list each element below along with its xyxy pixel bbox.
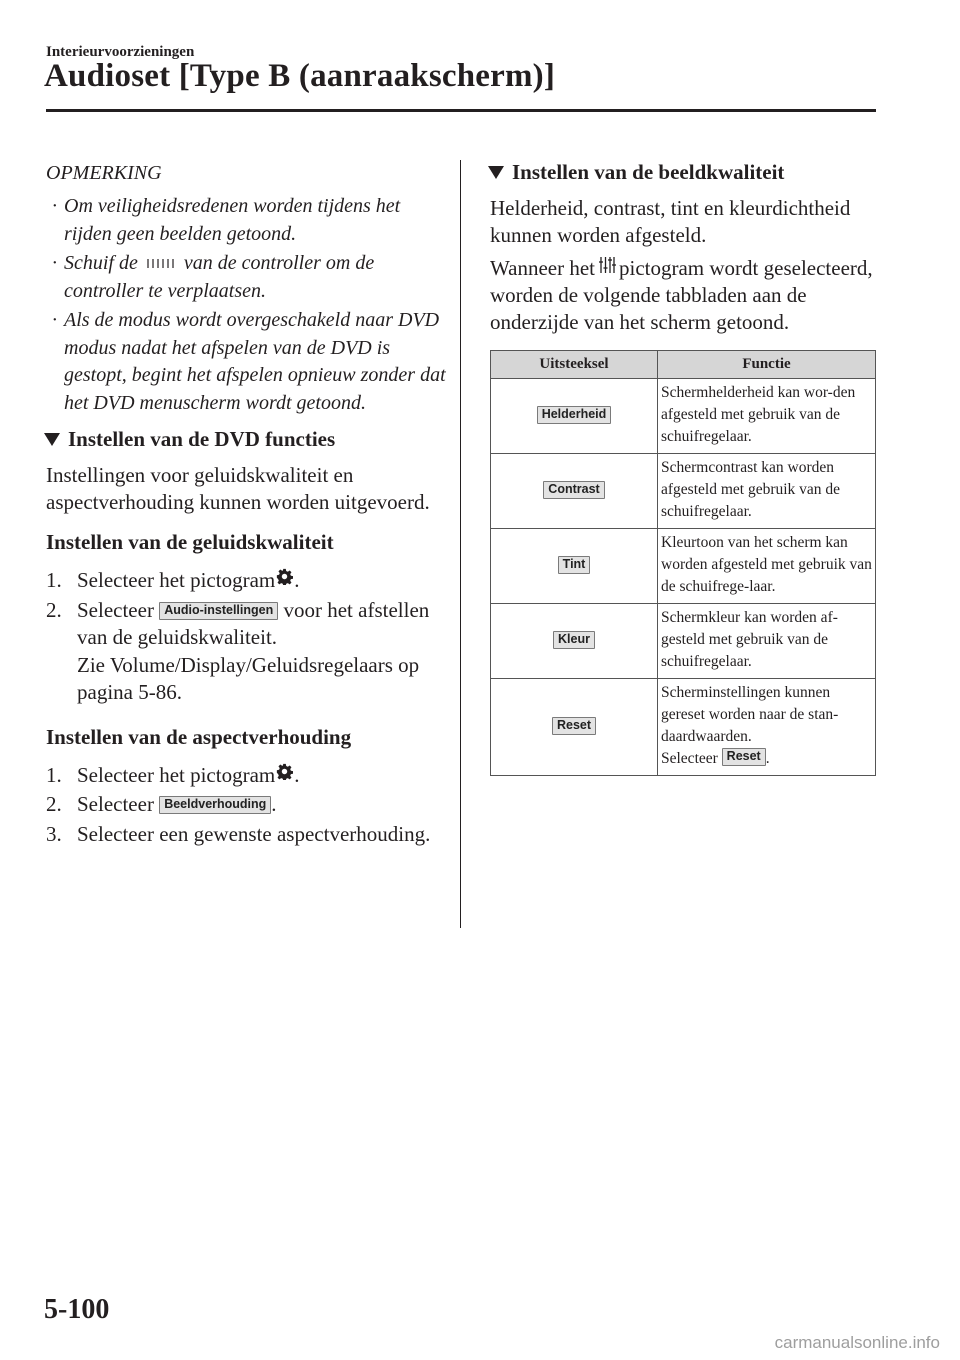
step-reference: Zie Volume/Display/Geluidsregelaars op pagina 5-86.: [77, 652, 420, 704]
controller-ticks-icon: [146, 257, 176, 269]
table-row: [491, 679, 876, 776]
heading-dvd-functions: [44, 427, 446, 452]
bullet-icon: ·: [52, 309, 57, 331]
function-text: Selecteer: [661, 750, 718, 767]
note-item: [46, 250, 446, 305]
triangle-down-icon: [488, 166, 504, 179]
column-divider: [460, 160, 461, 928]
watermark: carmanualsonline.info: [774, 1333, 940, 1352]
step-item: 1. Selecteer het pictogram .: [46, 567, 446, 595]
table-header-function: Functie: [658, 351, 876, 379]
step-text: voor het afstellen van de geluidskwaliteit.: [77, 597, 430, 649]
contrast-tab-button[interactable]: Contrast: [543, 481, 604, 499]
heading-text: Instellen van de DVD functies: [68, 427, 336, 451]
gear-icon: [276, 568, 293, 585]
step-item: 1. Selecteer het pictogram .: [46, 762, 446, 790]
heading-aspect-ratio: Instellen van de aspectverhouding: [46, 724, 352, 749]
note-list: [46, 193, 446, 417]
step-text: Selecteer: [77, 792, 154, 816]
table-row: [491, 529, 876, 604]
tint-tab-button[interactable]: Tint: [558, 556, 591, 574]
note-text: Als de modus wordt overgeschakeld naar DVD modus nadat het afspelen van de DVD is gestopt, begint het afspelen opnieuw zonder dat het DVD menuscherm wordt getoond.: [64, 309, 446, 414]
step-number: 1.: [46, 568, 62, 592]
step-text: Selecteer het pictogram: [77, 568, 276, 592]
function-cell: Kleurtoon van het scherm kan worden afgesteld met gebruik van de schuifrege-laar.: [658, 529, 876, 604]
para-text: pictogram wordt geselecteerd, worden de volgende tabbladen aan de onderzijde van het scherm getoond.: [490, 256, 873, 334]
note-text: Om veiligheidsredenen worden tijdens het rijden geen beelden getoond.: [64, 195, 401, 245]
gear-icon: [276, 763, 293, 780]
step-text: Selecteer: [77, 597, 154, 622]
tab-cell: [491, 604, 658, 679]
table-header-row: [491, 351, 876, 379]
color-tab-button[interactable]: Kleur: [553, 631, 595, 649]
left-column: [46, 160, 446, 850]
heading-sound-quality: Instellen van de geluidskwaliteit: [46, 530, 334, 554]
function-cell: Scherminstellingen kunnen gereset worden naar de stan-daardwaarden. Selecteer Reset .: [658, 679, 876, 776]
note-title: OPMERKING: [46, 162, 162, 184]
note-text: van de controller om de controller te verplaatsen.: [64, 252, 375, 302]
table-row: [491, 604, 876, 679]
function-cell: Schermkleur kan worden af-gesteld met gebruik van de schuifregelaar.: [658, 604, 876, 679]
tab-cell: [491, 379, 658, 454]
reset-button[interactable]: Reset: [722, 748, 766, 766]
heading-image-quality: [488, 160, 878, 185]
brightness-tab-button[interactable]: Helderheid: [537, 406, 612, 424]
step-number: 3.: [46, 821, 62, 846]
dvd-intro: Instellingen voor geluidskwaliteit en aspectverhouding kunnen worden uitgevoerd.: [46, 463, 430, 514]
tab-cell: [491, 454, 658, 529]
step-text: Selecteer een gewenste aspectverhouding.: [77, 821, 431, 846]
step-item: [46, 597, 446, 707]
note-text-prefix: Schuif de: [64, 252, 138, 274]
image-quality-intro: Helderheid, contrast, tint en kleurdichtheid kunnen worden afgesteld.: [490, 196, 851, 247]
reset-tab-button[interactable]: Reset: [552, 717, 596, 735]
section-label: Interieurvoorzieningen: [46, 44, 195, 60]
audio-settings-button[interactable]: Audio-instellingen: [159, 602, 278, 620]
function-cell: Schermhelderheid kan wor-den afgesteld met gebruik van de schuifregelaar.: [658, 379, 876, 454]
page-title: Audioset [Type B (aanraakscherm)]: [44, 58, 556, 94]
step-text: Selecteer het pictogram: [77, 762, 276, 787]
step-number: 2.: [46, 597, 62, 622]
triangle-down-icon: [44, 433, 60, 446]
function-cell: Schermcontrast kan worden afgesteld met gebruik van de schuifregelaar.: [658, 454, 876, 529]
note-item: [46, 307, 446, 417]
step-number: 1.: [46, 762, 62, 787]
step-item: [46, 821, 446, 849]
tab-cell: [491, 529, 658, 604]
right-column: [490, 160, 878, 776]
step-number: 2.: [46, 792, 62, 816]
page-number: 5-100: [44, 1294, 110, 1325]
note-item: [46, 193, 446, 248]
table-row: [491, 379, 876, 454]
para-text: Wanneer het: [490, 256, 595, 280]
step-item: 2. Selecteer Beeldverhouding .: [46, 791, 446, 819]
table-header-tab: Uitsteeksel: [491, 351, 658, 379]
tab-cell: [491, 679, 658, 776]
bullet-icon: ·: [52, 195, 57, 217]
bullet-icon: ·: [52, 252, 57, 274]
tabs-table: [490, 350, 876, 776]
table-row: [491, 454, 876, 529]
function-text: Scherminstellingen kunnen gereset worden naar de stan-daardwaarden.: [661, 684, 839, 745]
slider-settings-icon: [598, 256, 616, 274]
image-quality-selection: [490, 255, 878, 336]
title-rule: [46, 109, 876, 112]
heading-text: Instellen van de beeldkwaliteit: [512, 160, 785, 184]
aspect-ratio-button[interactable]: Beeldverhouding: [159, 796, 271, 814]
